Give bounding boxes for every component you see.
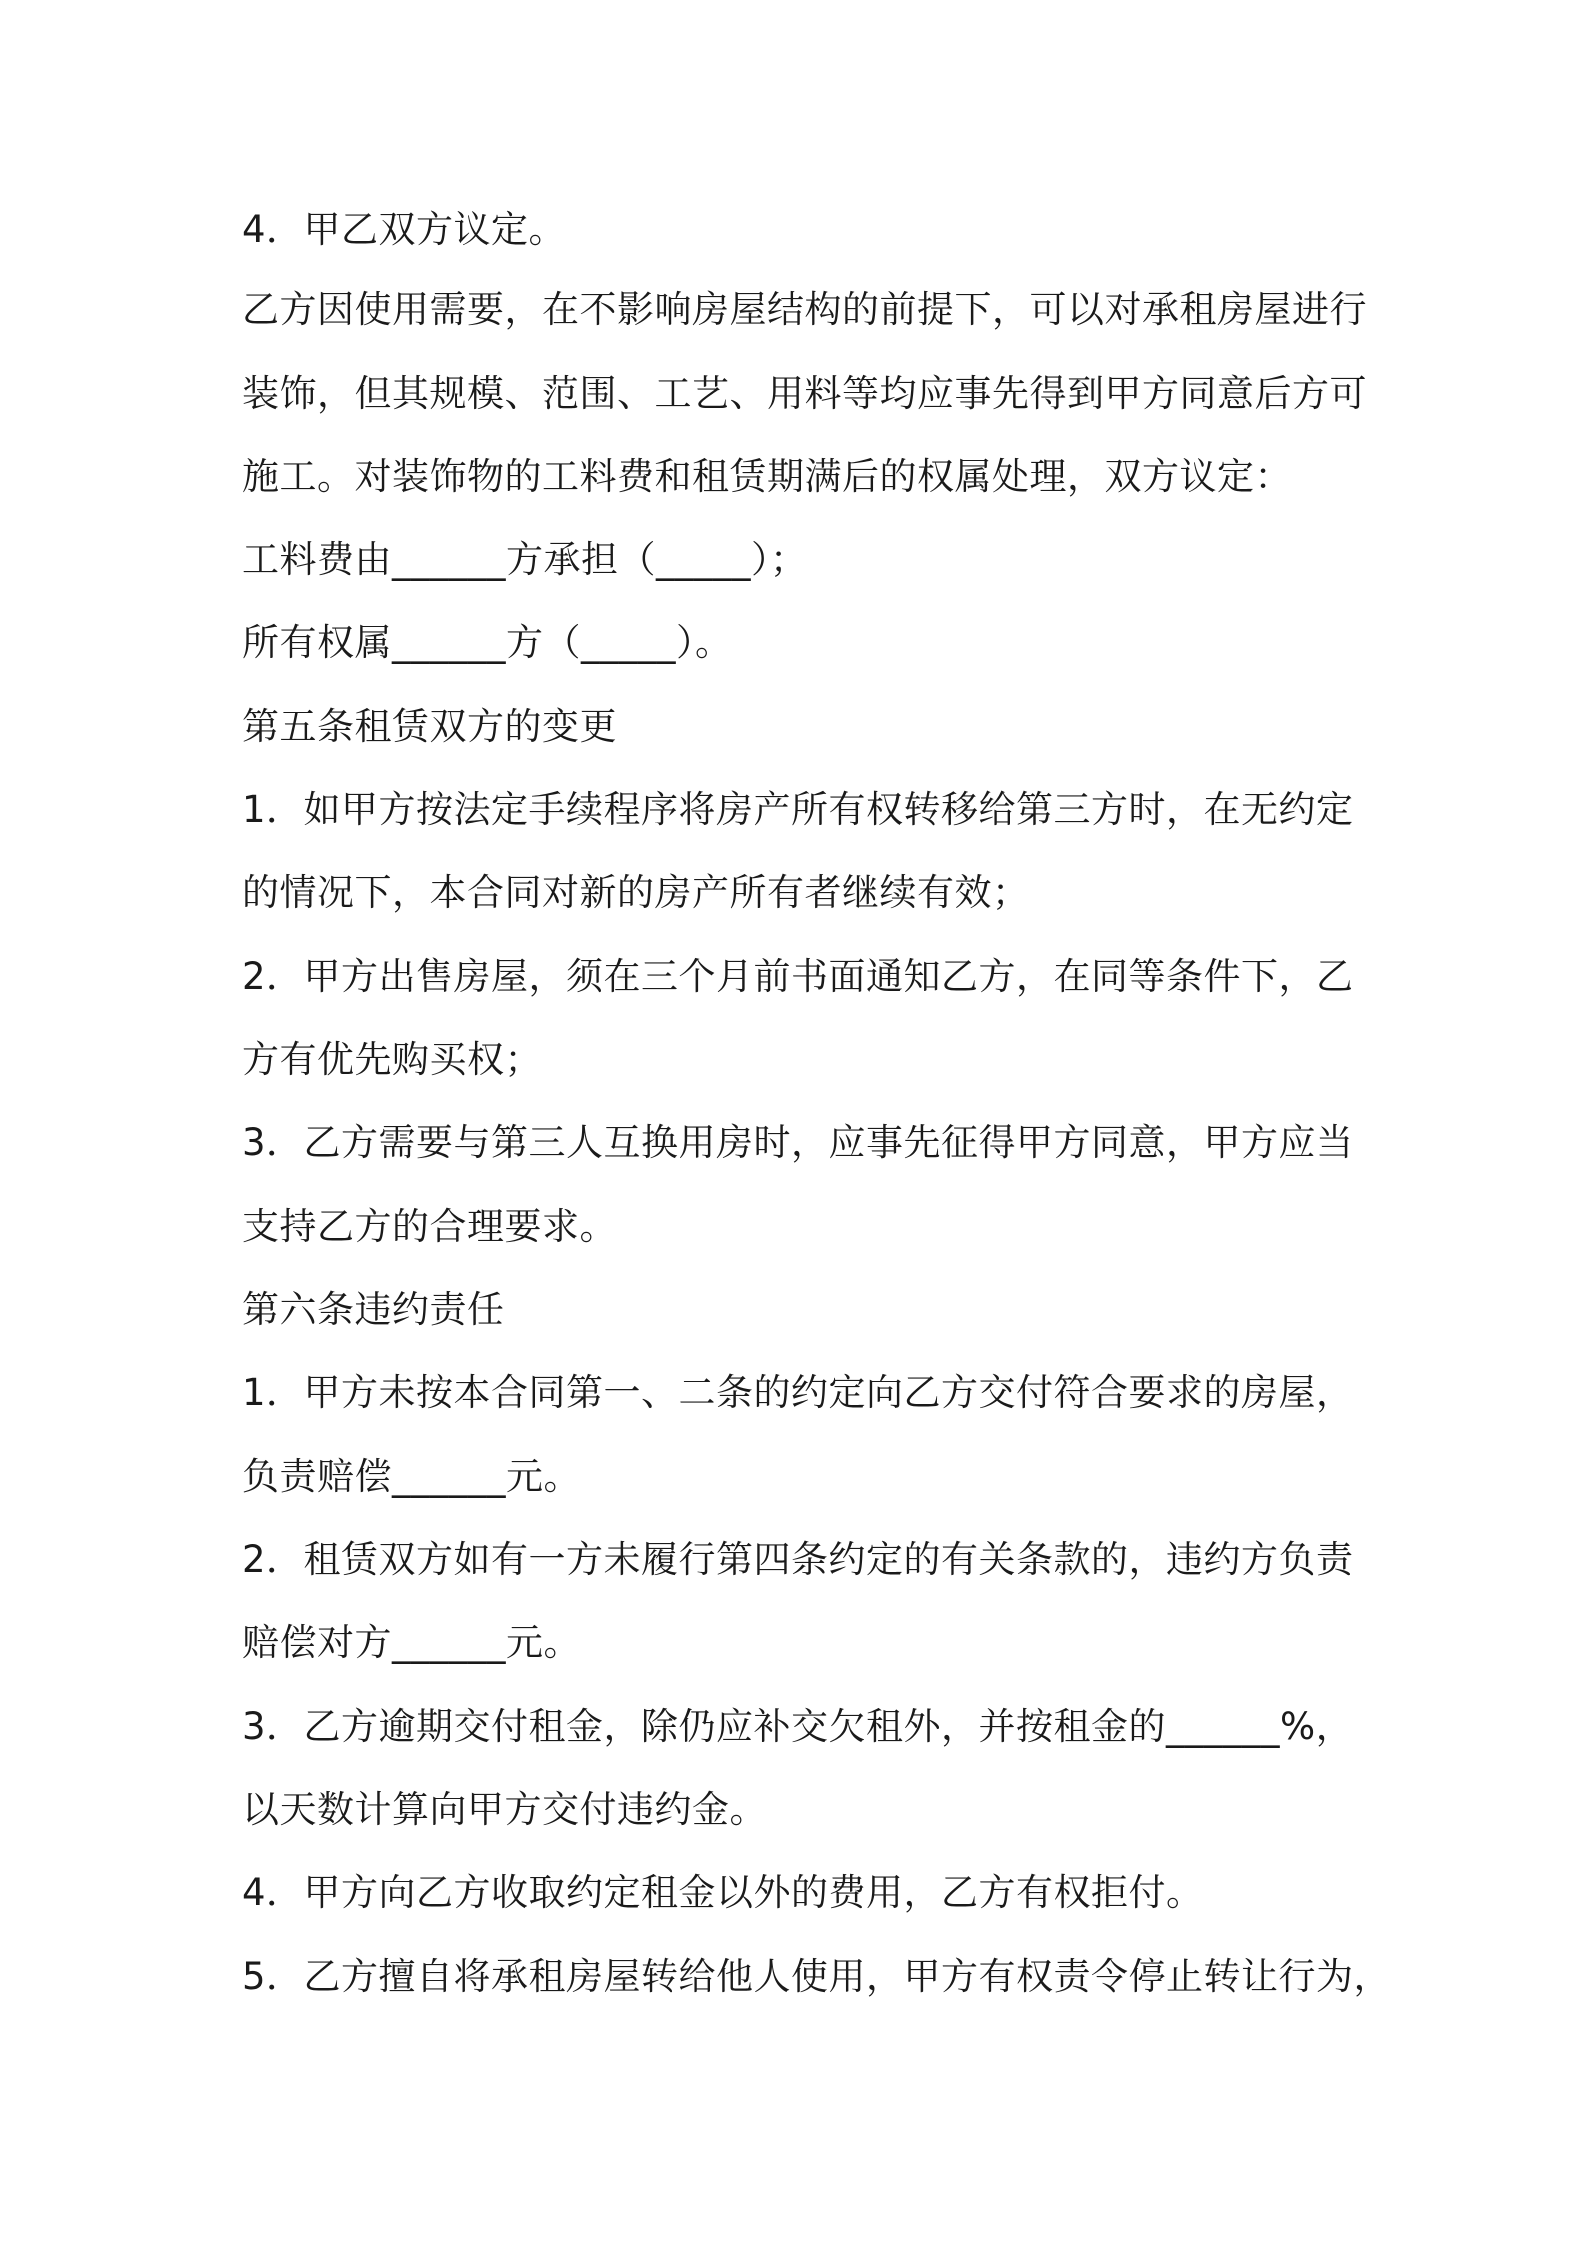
paragraph-line: 支持乙方的合理要求。 — [242, 1205, 617, 1248]
paragraph-line: 方有优先购买权； — [242, 1038, 542, 1081]
labor-cost-line: 工料费由______方承担（_____）； — [242, 538, 808, 581]
paragraph-line: 4．甲方向乙方收取约定租金以外的费用，乙方有权拒付。 — [242, 1871, 1204, 1914]
paragraph-line: 1．如甲方按法定手续程序将房产所有权转移给第三方时，在无约定 — [242, 788, 1354, 831]
paragraph-line: 3．乙方逾期交付租金，除仍应补交欠租外，并按租金的______%， — [242, 1705, 1354, 1748]
paragraph-line: 5．乙方擅自将承租房屋转给他人使用，甲方有权责令停止转让行为， — [242, 1955, 1392, 1998]
paragraph-line: 乙方因使用需要，在不影响房屋结构的前提下，可以对承租房屋进行 — [242, 288, 1367, 331]
ownership-line: 所有权属______方（_____）。 — [242, 621, 733, 664]
clause-4-heading: 4．甲乙双方议定。 — [242, 208, 567, 251]
paragraph-line: 2．甲方出售房屋，须在三个月前书面通知乙方，在同等条件下，乙 — [242, 955, 1354, 998]
paragraph-line: 1．甲方未按本合同第一、二条的约定向乙方交付符合要求的房屋， — [242, 1371, 1354, 1414]
article-6-heading: 第六条违约责任 — [242, 1288, 505, 1331]
paragraph-line: 赔偿对方______元。 — [242, 1621, 581, 1664]
paragraph-line: 3．乙方需要与第三人互换用房时，应事先征得甲方同意，甲方应当 — [242, 1121, 1354, 1164]
paragraph-line: 以天数计算向甲方交付违约金。 — [242, 1788, 767, 1831]
paragraph-line: 负责赔偿______元。 — [242, 1455, 581, 1498]
paragraph-line: 施工。对装饰物的工料费和租赁期满后的权属处理，双方议定： — [242, 455, 1292, 498]
article-5-heading: 第五条租赁双方的变更 — [242, 705, 617, 748]
paragraph-line: 的情况下，本合同对新的房产所有者继续有效； — [242, 871, 1030, 914]
paragraph-line: 2．租赁双方如有一方未履行第四条约定的有关条款的，违约方负责 — [242, 1538, 1354, 1581]
paragraph-line: 装饰，但其规模、范围、工艺、用料等均应事先得到甲方同意后方可 — [242, 372, 1367, 415]
